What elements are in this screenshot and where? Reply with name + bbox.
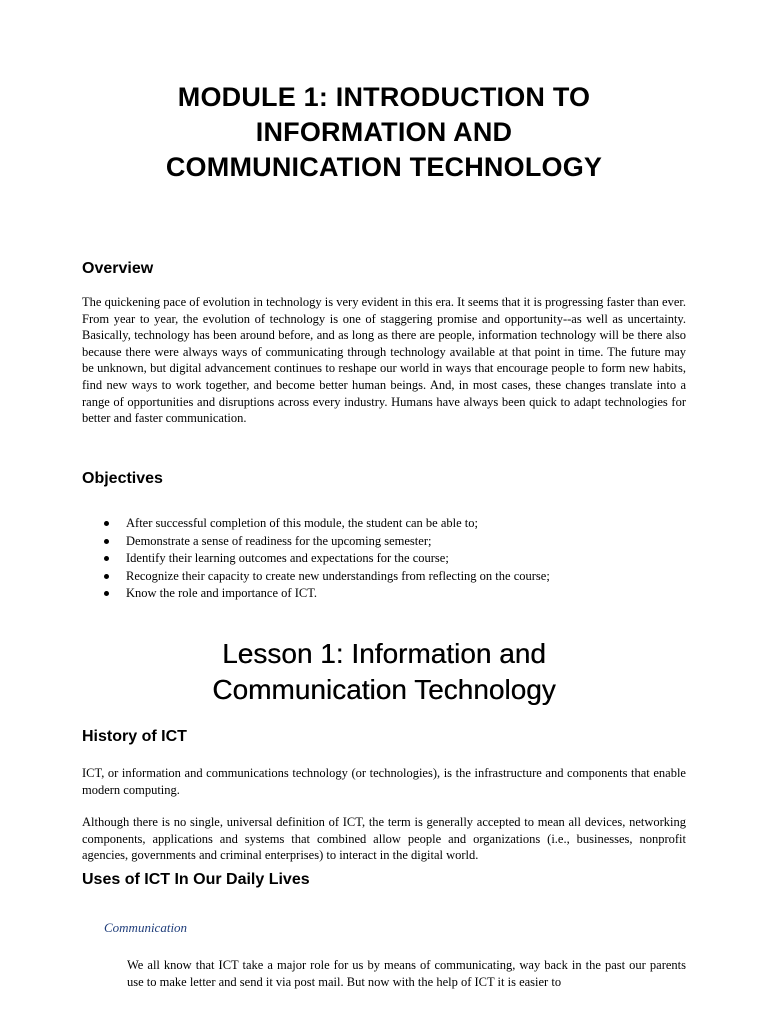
- list-item: After successful completion of this module, the student can be able to;: [102, 515, 662, 533]
- list-item: Demonstrate a sense of readiness for the upcoming semester;: [102, 533, 662, 551]
- bullet-icon: [104, 591, 109, 596]
- list-item: Identify their learning outcomes and expectations for the course;: [102, 550, 662, 568]
- objectives-heading: Objectives: [82, 470, 163, 487]
- module-title-line-1: MODULE 1: INTRODUCTION TO: [177, 82, 591, 112]
- module-title: [100, 80, 668, 185]
- uses-heading: Uses of ICT In Our Daily Lives: [82, 871, 310, 888]
- history-heading: History of ICT: [82, 728, 187, 745]
- bullet-icon: [104, 556, 109, 561]
- list-item: Recognize their capacity to create new understandings from reflecting on the course;: [102, 568, 662, 586]
- list-item: Know the role and importance of ICT.: [102, 585, 662, 603]
- communication-paragraph: We all know that ICT take a major role for us by means of communicating, way back in the past our parents use to make letter and send it via post mail. But now with the help of ICT it is easier to: [127, 958, 686, 989]
- bullet-icon: [104, 521, 109, 526]
- overview-paragraph: The quickening pace of evolution in technology is very evident in this era. It seems that it is progressing faster than ever. From year to year, the evolution of technology is one of staggering promise and opportunity--as well as uncertainty. Basically, technology has been around before, and as long as there are people, information technology will be there also because there were always ways of communicating through technology available at that point in time. The future may be unknown, but digital advancement continues to reshape our world in ways that encourage people to form new habits, find new ways to work together, and become better human beings. And, in most cases, these changes translate into a range of opportunities and disruptions across every industry. Humans have always been quick to adapt technologies for better and faster communication.: [82, 295, 686, 426]
- communication-subheading: Communication: [104, 920, 188, 935]
- lesson-title: [120, 636, 648, 708]
- bullet-icon: [104, 574, 109, 579]
- bullet-icon: [104, 539, 109, 544]
- lesson-title-line-2: Communication Technology: [212, 674, 556, 705]
- history-paragraph-1: ICT, or information and communications technology (or technologies), is the infrastructure and components that enable modern computing.: [82, 766, 686, 797]
- overview-heading: Overview: [82, 260, 154, 277]
- module-title-line-3: COMMUNICATION TECHNOLOGY: [165, 152, 603, 182]
- objectives-list: [102, 515, 662, 603]
- history-paragraph-2: Although there is no single, universal definition of ICT, the term is generally accepted to mean all devices, networking components, applications and systems that combined allow people and organizations (i.e., businesses, nonprofit agencies, governments and criminal enterprises) to interact in the digital world.: [82, 815, 686, 863]
- lesson-title-line-1: Lesson 1: Information and: [222, 638, 546, 669]
- module-title-line-2: INFORMATION AND: [255, 117, 513, 147]
